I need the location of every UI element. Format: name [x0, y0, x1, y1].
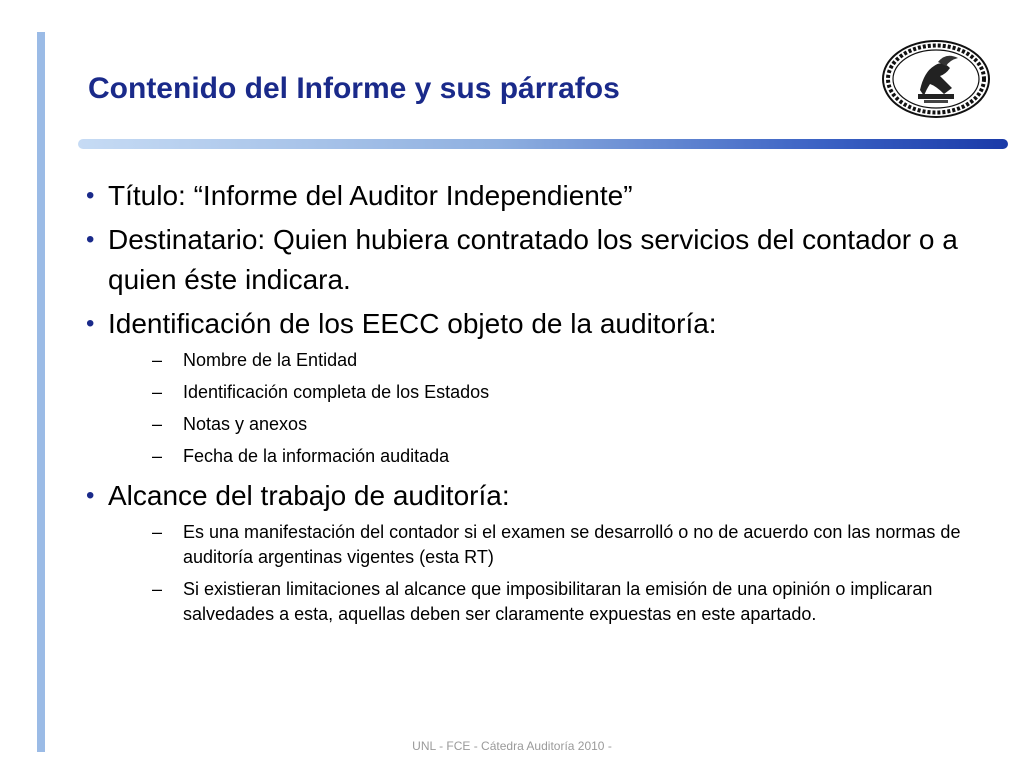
dash-marker: – — [152, 414, 163, 434]
bullet-item — [86, 304, 986, 344]
sub-bullet-item — [86, 348, 986, 373]
sub-bullet-text: Identificación completa de los Estados — [183, 382, 490, 402]
sub-bullet-text: Es una manifestación del contador si el examen se desarrolló o no de acuerdo con las normas de auditoría argentinas vigentes (esta RT) — [183, 522, 961, 567]
bullet-marker: • — [86, 182, 95, 209]
sub-bullet-text: Si existieran limitaciones al alcance que imposibilitaran la emisión de una opinión o implicaran salvedades a esta, aquellas deben ser claramente expuestas en este apartado. — [183, 579, 933, 624]
bullet-item — [86, 220, 986, 300]
sub-bullet-item — [86, 444, 986, 469]
dash-marker: – — [152, 350, 163, 370]
university-seal-logo — [880, 38, 992, 120]
bullet-marker: • — [86, 482, 95, 509]
dash-marker: – — [152, 522, 163, 542]
slide-body — [86, 176, 986, 634]
bullet-text: Alcance del trabajo de auditoría: — [108, 480, 510, 511]
bullet-text: Identificación de los EECC objeto de la auditoría: — [108, 308, 717, 339]
sub-bullet-text: Notas y anexos — [183, 414, 308, 434]
bullet-text: Título: “Informe del Auditor Independiente” — [108, 180, 633, 211]
sub-bullet-item — [86, 412, 986, 437]
sub-bullet-text: Fecha de la información auditada — [183, 446, 450, 466]
bullet-item — [86, 176, 986, 216]
dash-marker: – — [152, 446, 163, 466]
slide-title: Contenido del Informe y sus párrafos — [88, 72, 620, 105]
title-divider — [78, 139, 1008, 149]
bullet-marker: • — [86, 310, 95, 337]
dash-marker: – — [152, 382, 163, 402]
sub-bullet-item — [86, 520, 986, 570]
slide-footer: UNL - FCE - Cátedra Auditoría 2010 - — [412, 739, 612, 753]
sub-bullet-item — [86, 577, 986, 627]
bullet-text: Destinatario: Quien hubiera contratado los servicios del contador o a quien éste indicara. — [108, 224, 958, 295]
dash-marker: – — [152, 579, 163, 599]
sub-bullet-item — [86, 380, 986, 405]
bullet-item — [86, 476, 986, 516]
left-accent-bar — [37, 32, 45, 752]
sub-bullet-text: Nombre de la Entidad — [183, 350, 358, 370]
bullet-marker: • — [86, 226, 95, 253]
